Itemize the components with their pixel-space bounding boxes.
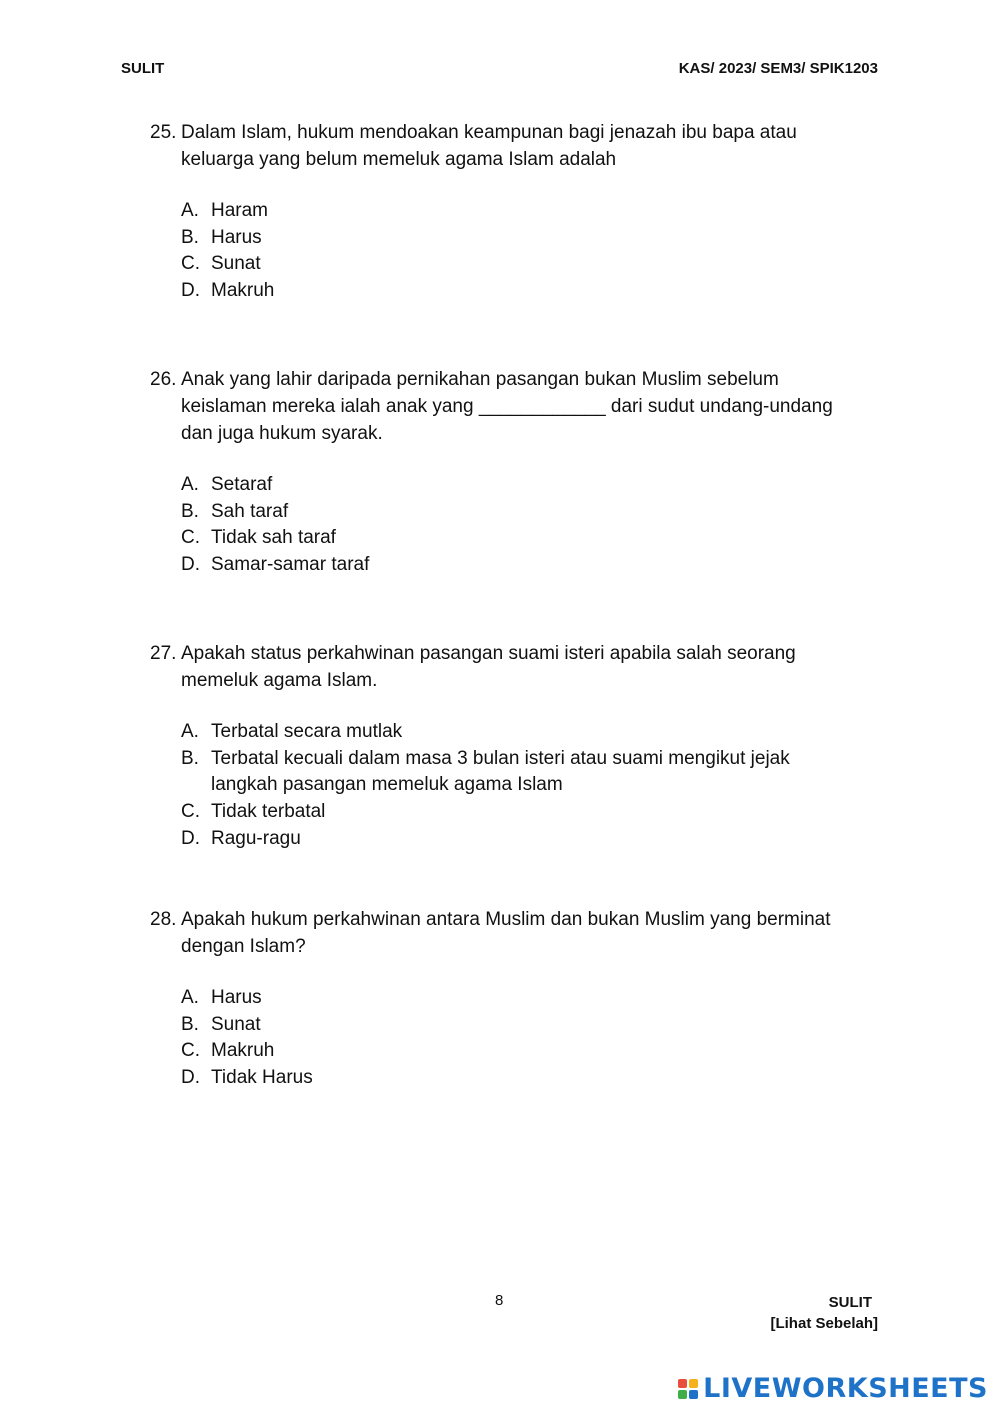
footer-sulit: SULIT <box>828 1294 872 1311</box>
option-letter: D. <box>181 827 200 849</box>
stem-line: Dalam Islam, hukum mendoakan keampunan bagi jenazah ibu bapa atau <box>181 122 797 143</box>
option-c[interactable] <box>181 1038 890 1065</box>
logo-square <box>678 1390 687 1399</box>
option-b[interactable] <box>181 225 890 252</box>
option-a[interactable] <box>181 198 890 225</box>
option-letter: C. <box>181 527 200 549</box>
options-list <box>150 719 890 853</box>
stem-line: dengan Islam? <box>181 936 306 957</box>
option-a[interactable] <box>181 985 890 1012</box>
footer-right <box>770 1292 878 1334</box>
option-letter: D. <box>181 1067 200 1089</box>
question-stem <box>150 906 890 960</box>
stem-line: keluarga yang belum memeluk agama Islam adalah <box>181 149 617 170</box>
option-text: Terbatal secara mutlak <box>211 721 403 742</box>
option-letter: A. <box>181 721 199 742</box>
option-text: Ragu-ragu <box>211 827 301 849</box>
logo-square <box>689 1390 698 1399</box>
question-stem <box>150 366 890 447</box>
options-list <box>150 198 890 305</box>
option-text: Harus <box>211 987 262 1008</box>
question-28 <box>150 906 890 1092</box>
brand-name: LIVEWORKSHEETS <box>703 1373 988 1404</box>
option-text: Samar-samar taraf <box>211 554 370 576</box>
option-b[interactable] <box>181 1012 890 1039</box>
options-list <box>150 472 890 579</box>
question-number: 25. <box>150 122 177 143</box>
question-27 <box>150 640 890 853</box>
question-25 <box>150 119 890 305</box>
stem-line: dan juga hukum syarak. <box>181 423 383 444</box>
option-text: Makruh <box>211 1040 275 1062</box>
option-letter: B. <box>181 500 199 522</box>
option-letter: C. <box>181 801 200 823</box>
logo-square <box>678 1379 687 1388</box>
question-number: 26. <box>150 369 177 390</box>
question-number: 27. <box>150 643 177 664</box>
option-a[interactable] <box>181 472 890 499</box>
option-d[interactable] <box>181 552 890 579</box>
option-letter: B. <box>181 226 199 248</box>
option-letter: C. <box>181 253 200 275</box>
option-letter: A. <box>181 987 199 1008</box>
option-text: Setaraf <box>211 474 273 495</box>
option-text: Tidak terbatal <box>211 801 326 823</box>
logo-square <box>689 1379 698 1388</box>
option-letter: B. <box>181 747 199 769</box>
option-letter: D. <box>181 554 200 576</box>
stem-line: memeluk agama Islam. <box>181 670 378 691</box>
liveworksheets-logo-icon <box>678 1379 698 1399</box>
question-stem <box>150 640 890 694</box>
option-c[interactable] <box>181 525 890 552</box>
option-letter: D. <box>181 280 200 302</box>
option-letter: A. <box>181 474 199 495</box>
option-d[interactable] <box>181 278 890 305</box>
option-letter: A. <box>181 200 199 221</box>
question-stem <box>150 119 890 173</box>
liveworksheets-brand[interactable] <box>678 1373 988 1404</box>
option-d[interactable] <box>181 826 890 853</box>
question-number: 28. <box>150 909 177 930</box>
option-text: Sunat <box>211 1013 261 1035</box>
option-text: Sunat <box>211 253 261 275</box>
option-letter: B. <box>181 1013 199 1035</box>
header-code: KAS/ 2023/ SEM3/ SPIK1203 <box>678 60 878 77</box>
option-text: Tidak sah taraf <box>211 527 336 549</box>
stem-line: keislaman mereka ialah anak yang ____________ dari sudut undang-undang <box>181 396 833 417</box>
option-text: Makruh <box>211 280 275 302</box>
option-c[interactable] <box>181 799 890 826</box>
option-text: Harus <box>211 226 262 248</box>
header-left: SULIT <box>121 60 165 77</box>
footer-next-page: [Lihat Sebelah] <box>770 1315 878 1332</box>
option-text-continued: langkah pasangan memeluk agama Islam <box>211 774 563 796</box>
stem-line: Apakah hukum perkahwinan antara Muslim dan bukan Muslim yang berminat <box>181 909 831 930</box>
option-text: Terbatal kecuali dalam masa 3 bulan isteri atau suami mengikut jejak <box>211 747 790 769</box>
option-a[interactable] <box>181 719 890 746</box>
stem-line: Anak yang lahir daripada pernikahan pasangan bukan Muslim sebelum <box>181 369 779 390</box>
question-26 <box>150 366 890 579</box>
option-b[interactable] <box>181 499 890 526</box>
option-text: Tidak Harus <box>211 1067 313 1089</box>
option-c[interactable] <box>181 251 890 278</box>
stem-line: Apakah status perkahwinan pasangan suami isteri apabila salah seorang <box>181 643 796 664</box>
option-b[interactable] <box>181 746 890 799</box>
option-d[interactable] <box>181 1065 890 1092</box>
option-text: Sah taraf <box>211 500 289 522</box>
option-letter: C. <box>181 1040 200 1062</box>
option-text: Haram <box>211 200 269 221</box>
page-number: 8 <box>495 1292 504 1309</box>
options-list <box>150 985 890 1092</box>
